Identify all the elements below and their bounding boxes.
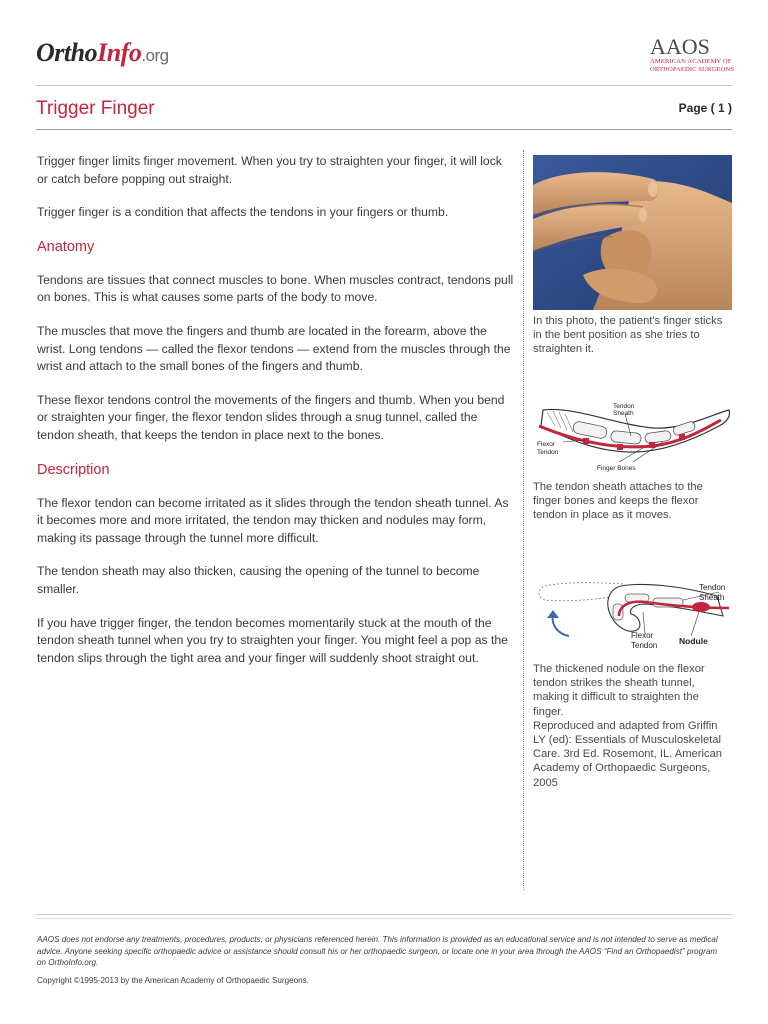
aaos-org-name	[650, 58, 734, 74]
logo-tld: .org	[141, 46, 169, 65]
photo-caption: In this photo, the patient's finger sticks in the bent position as she tries to straighten it.	[533, 315, 723, 356]
label-flexor-tendon-line2: Tendon	[537, 449, 559, 456]
label-tendon-sheath-line1: Tendon	[613, 403, 635, 410]
footer-copyright: Copyright ©1995-2013 by the American Academy of Orthopaedic Surgeons.	[37, 976, 309, 985]
label-flexor-tendon-line1-fig3: Flexor	[631, 631, 654, 640]
anatomy-paragraph-3: These flexor tendons control the movements of the fingers and thumb. When you bend or straighten your finger, the flexor tendon slides through a snug tunnel, called the tendon sheath, that keeps the tendon in place next to the bones.	[37, 392, 505, 442]
header-divider	[36, 85, 732, 86]
section-heading-description: Description	[37, 461, 110, 478]
title-divider	[36, 129, 732, 130]
aaos-org-line1: AMERICAN ACADEMY OF	[650, 58, 732, 65]
label-tendon-sheath-line2-fig3: Sheath	[699, 593, 725, 602]
bent-finger-nodule-illustration	[533, 576, 733, 656]
aaos-mark: AAOS	[650, 34, 710, 59]
description-paragraph-2: The tendon sheath may also thicken, causing the opening of the tunnel to become smaller.	[37, 564, 480, 596]
footer-divider-1	[36, 914, 732, 915]
nodule-caption-text: The thickened nodule on the flexor tendon strikes the sheath tunnel, making it difficult to straighten the finger.	[533, 663, 705, 718]
aaos-org-line2: ORTHOPAEDIC SURGEONS	[650, 66, 734, 73]
orthoinfo-logo[interactable]	[36, 38, 169, 68]
description-paragraph-3: If you have trigger finger, the tendon becomes momentarily stuck at the mouth of the tendon sheath tunnel when you try to straighten your finger. You might feel a pop as the tendon slips through the tight area and your finger will suddenly shoot straight out.	[37, 615, 508, 665]
footer-disclaimer: AAOS does not endorse any treatments, procedures, products, or physicians referenced herein. This information is provided as an educational service and is not intended to serve as medical advice. Anyone seeking specific orthopaedic advice or assistance should consult his or her orthopaedic surgeon, or locate one in your area through the AAOS “Find an Orthopaedist” program on OrthoInfo.org.	[37, 935, 718, 968]
aaos-logo[interactable]	[650, 36, 734, 74]
column-divider	[523, 150, 524, 890]
figure-credit: Reproduced and adapted from Griffin LY (ed): Essentials of Musculoskeletal Care. 3rd Ed. Rosemont, IL. American Academy of Orthopaedic Surgeons, 2005	[533, 719, 723, 789]
label-finger-bones: Finger Bones	[597, 465, 636, 472]
nodule-diagram	[533, 576, 733, 656]
trigger-finger-photo	[533, 155, 732, 310]
label-flexor-tendon-line2-fig3: Tendon	[631, 641, 658, 650]
intro-paragraph-1: Trigger finger limits finger movement. When you try to straighten your finger, it will lock or catch before popping out straight.	[37, 154, 502, 186]
anatomy-paragraph-1: Tendons are tissues that connect muscles to bone. When muscles contract, tendons pull on bones. This is what causes some parts of the body to move.	[37, 272, 514, 305]
logo-part-ortho: Ortho	[36, 38, 98, 67]
finger-tendon-illustration	[533, 396, 733, 474]
description-paragraph-1: The flexor tendon can become irritated as it slides through the tendon sheath tunnel. As it becomes more and more irritated, the tendon may thicken and nodules may form, making its passage through the tunnel more difficult.	[37, 495, 509, 545]
label-flexor-tendon-line1: Flexor	[537, 441, 556, 448]
tendon-sheath-caption: The tendon sheath attaches to the finger bones and keeps the flexor tendon in place as it moves.	[533, 481, 703, 522]
nodule-caption	[533, 662, 731, 790]
footer-divider-2	[36, 918, 732, 919]
label-nodule: Nodule	[679, 636, 708, 646]
tendon-sheath-diagram	[533, 396, 733, 474]
logo-part-info: Info	[97, 38, 142, 67]
label-tendon-sheath-line1-fig3: Tendon	[699, 583, 726, 592]
label-tendon-sheath-line2: Sheath	[613, 410, 634, 417]
hand-photo-illustration	[533, 155, 732, 310]
anatomy-paragraph-2: The muscles that move the fingers and thumb are located in the forearm, above the wrist. Long tendons — called the flexor tendons — extend from the muscles through the wrist and attach to the small bones of the fingers and thumb.	[37, 323, 511, 374]
intro-paragraph-2: Trigger finger is a condition that affects the tendons in your fingers or thumb.	[37, 205, 449, 220]
page-title: Trigger Finger	[36, 98, 155, 119]
page-number: Page ( 1 )	[678, 101, 732, 115]
main-content	[37, 153, 515, 683]
section-heading-anatomy: Anatomy	[37, 238, 95, 255]
